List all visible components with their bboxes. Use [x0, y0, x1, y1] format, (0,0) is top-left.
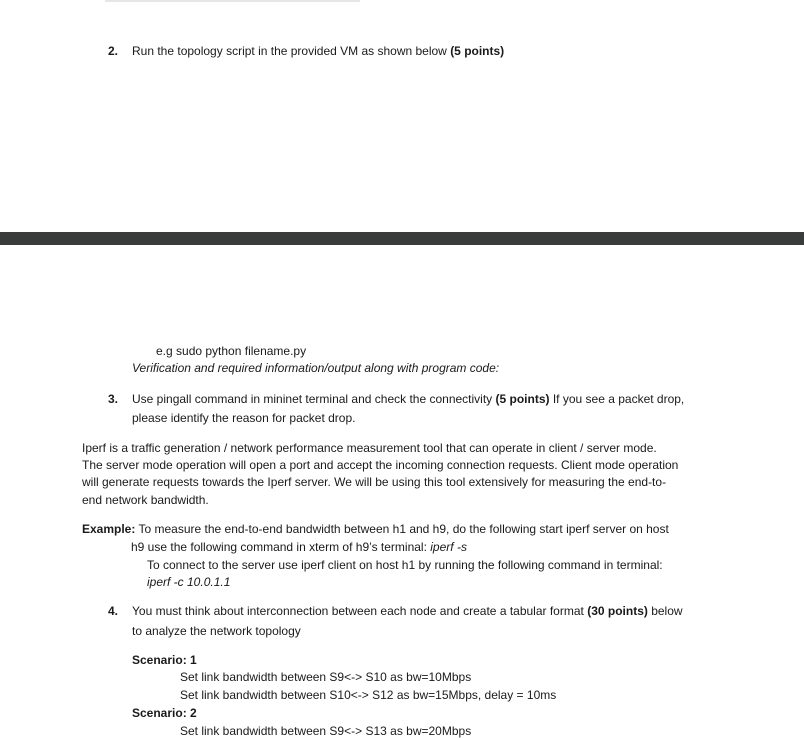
example-command: e.g sudo python filename.py — [156, 344, 307, 358]
example-label: Example: — [82, 522, 136, 536]
item-2-text: Run the topology script in the provided VM as shown below (5 points) — [132, 44, 505, 58]
example-line-4 — [147, 575, 230, 589]
iperf-client-command: iperf -c 10.0.1.1 — [147, 575, 231, 589]
item-4-text: You must think about interconnection between each node and create a tabular format (30 points) below — [132, 604, 683, 618]
item-3-number: 3. — [108, 392, 119, 406]
item-4-line-2: to analyze the network topology — [132, 624, 301, 638]
example-line-2: h9 use the following command in xterm of h9’s terminal: iperf -s — [131, 540, 467, 554]
scenario-1-line: Set link bandwidth between S10<-> S12 as bw=15Mbps, delay = 10ms — [180, 688, 557, 702]
page-divider — [0, 232, 804, 245]
example-line-1: Example: To measure the end-to-end bandwidth between h1 and h9, do the following start iperf server on host — [82, 522, 669, 536]
scenario-2-line: Set link bandwidth between S9<-> S13 as bw=20Mbps — [180, 724, 472, 738]
top-rule — [105, 0, 360, 2]
example-line-3: To connect to the server use iperf client on host h1 by running the following command in terminal: — [147, 558, 663, 572]
verification-note: Verification and required information/output along with program code: — [132, 361, 500, 375]
scenario-2-label: Scenario: 2 — [132, 706, 197, 720]
iperf-server-command: iperf -s — [430, 540, 467, 554]
item-3-line-2: please identify the reason for packet drop. — [132, 411, 356, 425]
scenario-1-line: Set link bandwidth between S9<-> S10 as bw=10Mbps — [180, 670, 472, 684]
item-2-points: (5 points) — [450, 44, 505, 58]
iperf-paragraph-line: Iperf is a traffic generation / network performance measurement tool that can operate in client / server mode. — [82, 441, 657, 455]
iperf-paragraph-line: end network bandwidth. — [82, 493, 209, 507]
item-4-points: (30 points) — [587, 604, 648, 618]
scenario-1-label: Scenario: 1 — [132, 653, 197, 667]
item-3-points: (5 points) — [495, 392, 550, 406]
item-2-number: 2. — [108, 44, 119, 58]
iperf-paragraph-line: The server mode operation will open a port and accept the incoming connection requests. Client mode operation — [82, 458, 679, 472]
item-3-text: Use pingall command in mininet terminal and check the connectivity (5 points) If you see a packet drop, — [132, 392, 685, 406]
item-4-number: 4. — [108, 604, 119, 618]
iperf-paragraph-line: will generate requests towards the Iperf server. We will be using this tool extensively for measuring the end-to- — [82, 475, 667, 489]
